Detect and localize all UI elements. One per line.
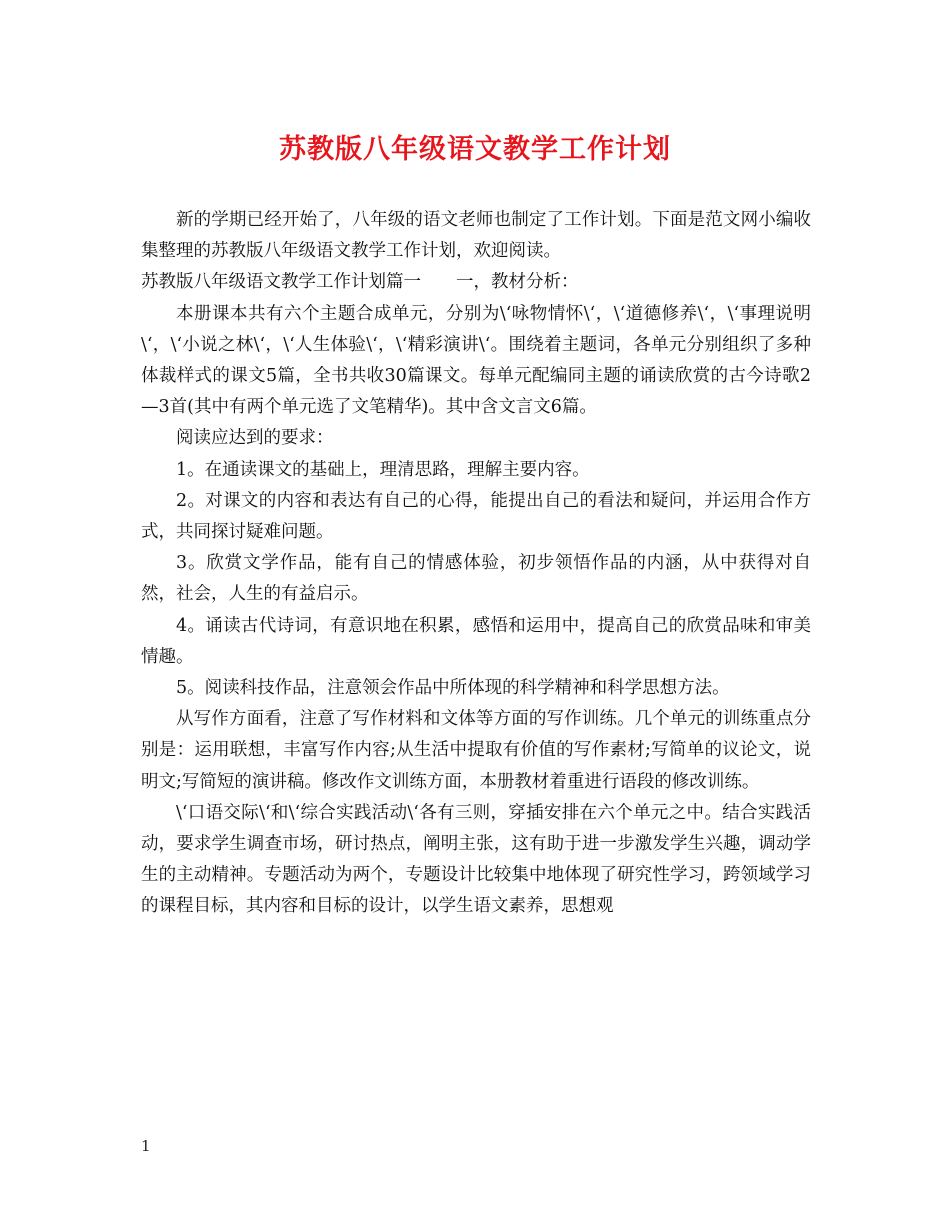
list-item-requirement-2: 2。对课文的内容和表达有自己的心得，能提出自己的看法和疑问，并运用合作方式，共同探讨疑难问题。 (141, 490, 811, 543)
paragraph-writing: 从写作方面看，注意了写作材料和文体等方面的写作训练。几个单元的训练重点分别是：运用联想，丰富写作内容;从生活中提取有价值的写作素材;写简单的议论文，说明文;写简短的演讲稿。修改作文训练方面，本册教材着重进行语段的修改训练。 (141, 709, 811, 792)
document-body (141, 205, 811, 923)
paragraph-textbook-overview: 本册课本共有六个主题合成单元，分别为\‘咏物情怀\‘，\‘道德修养\‘，\‘事理说明\‘，\‘小说之林\‘，\‘人生体验\‘，\‘精彩演讲\‘。围绕着主题词，各单元分别组织了多种体裁样式的课文5篇，全书共收30篇课文。每单元配编同主题的诵读欣赏的古今诗歌2—3首(其中有两个单元选了文笔精华)。其中含文言文6篇。 (141, 303, 811, 418)
paragraph-intro: 新的学期已经开始了，八年级的语文老师也制定了工作计划。下面是范文网小编收集整理的苏教版八年级语文教学工作计划，欢迎阅读。 (141, 210, 811, 262)
paragraph-oral-communication: \‘口语交际\‘和\‘综合实践活动\‘各有三则，穿插安排在六个单元之中。结合实践活动，要求学生调查市场，研讨热点，阐明主张，这有助于进一步激发学生兴趣，调动学生的主动精神。专题活动为两个，专题设计比较集中地体现了研究性学习，跨领域学习的课程目标，其内容和目标的设计，以学生语文素养，思想观 (141, 802, 811, 917)
list-item-requirement-3: 3。欣赏文学作品，能有自己的情感体验，初步领悟作品的内涵，从中获得对自然，社会，人生的有益启示。 (141, 553, 811, 605)
document-title: 苏教版八年级语文教学工作计划 (279, 134, 671, 165)
paragraph-section-heading: 苏教版八年级语文教学工作计划篇一 一，教材分析： (141, 272, 579, 293)
list-item-requirement-5: 5。阅读科技作品，注意领会作品中所体现的科学精神和科学思想方法。 (176, 678, 730, 699)
page-number: 1 (141, 1137, 151, 1155)
list-item-requirement-4: 4。诵读古代诗词，有意识地在积累，感悟和运用中，提高自己的欣赏品味和审美情趣。 (141, 615, 811, 667)
paragraph-reading-requirements: 阅读应达到的要求： (176, 428, 334, 449)
list-item-requirement-1: 1。在通读课文的基础上，理清思路，理解主要内容。 (176, 459, 590, 480)
